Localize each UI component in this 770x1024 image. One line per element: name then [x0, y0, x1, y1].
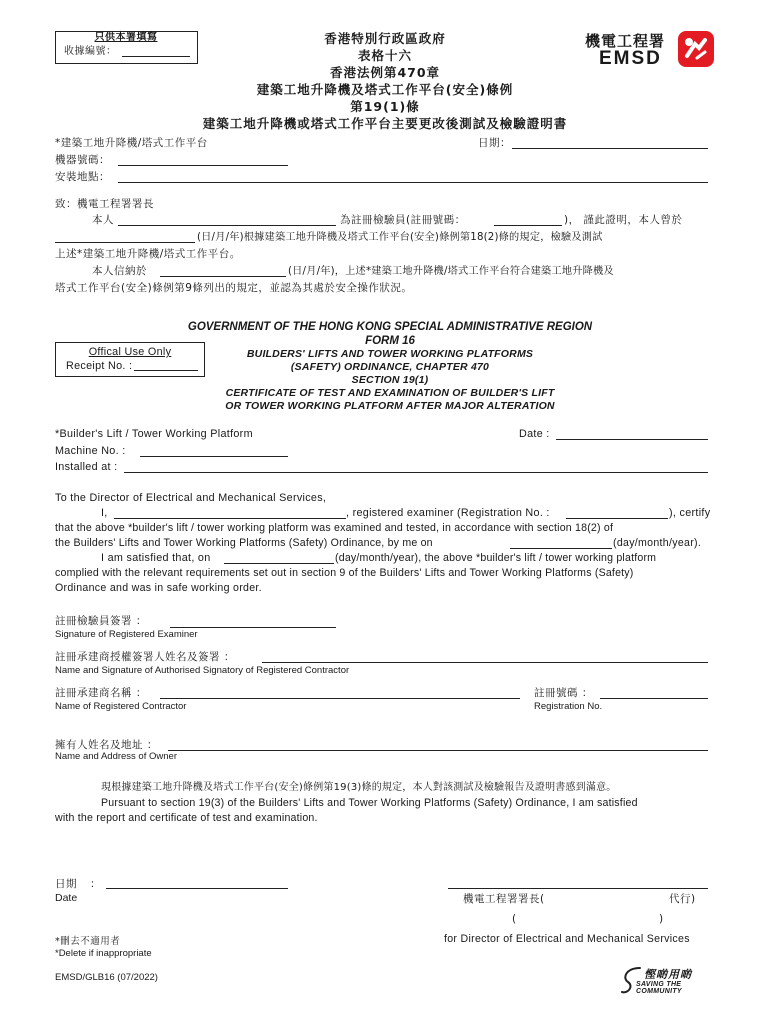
receipt-no-field-cn[interactable]: [122, 56, 190, 57]
cn-p1b: 為註冊檢驗員(註冊號碼：: [340, 214, 466, 226]
slogan-logo: [618, 964, 722, 996]
machine-label-cn: 機器號碼：: [55, 154, 110, 166]
machine-field-cn[interactable]: [118, 165, 288, 166]
header-cn-line6: 建築工地升降機或塔式工作平台主要更改後測試及檢驗證明書: [202, 116, 568, 131]
registration-no-field-cn[interactable]: [494, 225, 562, 226]
official-use-label-en: Offical Use Only: [88, 346, 172, 358]
cn-p2c: 塔式工作平台(安全)條例第9條列出的規定，並認為其處於安全操作狀況。: [55, 282, 413, 294]
installed-field-en[interactable]: [124, 472, 708, 473]
emsd-logo-text-en: EMSD: [599, 48, 662, 69]
cn-p1e: 上述*建築工地升降機/塔式工作平台。: [55, 248, 241, 260]
contractor-registration-no-field[interactable]: [600, 698, 708, 699]
footer-date-label-cn: 日期: [55, 878, 77, 890]
en-p2d: Ordinance and was in safe working order.: [55, 582, 262, 594]
footer-date-label-en: Date: [55, 892, 78, 904]
header-en-line3: BUILDERS' LIFTS AND TOWER WORKING PLATFORMS: [246, 348, 534, 360]
registration-no-label-cn: 註冊號碼 ：: [534, 687, 593, 699]
emsd-logo-text-cn: 機電工程署: [585, 32, 666, 50]
closing-en-line2: with the report and certificate of test and examination.: [55, 812, 318, 824]
registration-no-label-en: Registration No.: [534, 701, 603, 712]
paren-open: (: [512, 913, 517, 925]
examiner-signature-label-cn: 註冊檢驗員簽署 ：: [55, 615, 147, 627]
registration-no-field-en[interactable]: [566, 518, 668, 519]
header-en-line6: CERTIFICATE OF TEST AND EXAMINATION OF BUILDER'S LIFT: [225, 387, 555, 399]
cn-p1d: (日/月/年)根據建築工地升降機及塔式工作平台(安全)條例第18(2)條的規定，檢驗及測試: [197, 232, 603, 243]
examiner-name-field-en[interactable]: [114, 518, 346, 519]
examiner-signature-label-en: Signature of Registered Examiner: [55, 629, 198, 640]
examiner-signature-field[interactable]: [170, 627, 336, 628]
director-signature-field[interactable]: [448, 888, 708, 889]
header-cn: [185, 30, 585, 132]
receipt-no-label-cn: 收據編號：: [64, 46, 117, 57]
director-label-cn: 機電工程署署長(: [463, 893, 545, 905]
contractor-name-label-en: Name of Registered Contractor: [55, 701, 187, 712]
owner-label-en: Name and Address of Owner: [55, 751, 177, 762]
date-field-en[interactable]: [556, 439, 708, 440]
owner-label-cn: 擁有人姓名及地址 ：: [55, 739, 158, 751]
installed-field-cn[interactable]: [118, 182, 708, 183]
en-p1c: ), certify: [669, 507, 711, 519]
slogan-en: SAVING THE COMMUNITY: [636, 981, 682, 995]
signatory-label-cn: 註冊承建商授權簽署人姓名及簽署 ：: [55, 651, 235, 663]
installed-label-cn: 安裝地點：: [55, 171, 110, 183]
slogan-cn: 慳啲用啲: [644, 968, 692, 981]
emsd-logo: [585, 30, 715, 70]
owner-field[interactable]: [168, 750, 708, 751]
closing-cn: 現根據建築工地升降機及塔式工作平台(安全)條例第19(3)條的規定，本人對該測試及檢驗報告及證明書感到滿意。: [101, 782, 617, 793]
director-label-en: for Director of Electrical and Mechanical Services: [444, 933, 690, 945]
exam-date-field-en[interactable]: [510, 548, 612, 549]
en-p1b: , registered examiner (Registration No. :: [346, 507, 550, 519]
cn-p2b: (日/月/年)，上述*建築工地升降機/塔式工作平台符合建築工地升降機及: [288, 266, 614, 277]
header-en-line4: (SAFETY) ORDINANCE, CHAPTER 470: [290, 361, 490, 373]
signatory-label-en: Name and Signature of Authorised Signatory of Registered Contractor: [55, 665, 350, 676]
en-p1f: (day/month/year).: [613, 537, 702, 549]
en-p2b: (day/month/year), the above *builder's lift / tower working platform: [335, 552, 657, 564]
footer-date-field[interactable]: [106, 888, 288, 889]
lift-label-en: *Builder's Lift / Tower Working Platform: [55, 428, 253, 440]
emsd-logo-icon: [677, 30, 715, 68]
header-cn-line1: 香港特別行政區政府: [324, 31, 446, 46]
header-en-line7: OR TOWER WORKING PLATFORM AFTER MAJOR ALTERATION: [225, 400, 555, 412]
exam-date-field-cn[interactable]: [55, 242, 195, 243]
en-p2a: I am satisfied that, on: [101, 552, 211, 564]
lift-label-cn: *建築工地升降機/塔式工作平台: [55, 137, 208, 149]
date-field-cn[interactable]: [512, 148, 708, 149]
en-p1a: I,: [101, 507, 108, 519]
acting-label-cn: 代行): [669, 893, 696, 905]
examiner-name-field-cn[interactable]: [118, 225, 336, 226]
cn-p1a: 本人: [92, 214, 114, 226]
header-cn-line2: 表格十六: [357, 48, 412, 63]
date-label-cn: 日期：: [478, 137, 511, 149]
to-director-cn: 致：機電工程署署長: [55, 198, 154, 210]
header-en-line2: FORM 16: [365, 335, 415, 347]
header-cn-line5: 第19(1)條: [350, 99, 420, 114]
en-p1e: the Builders' Lifts and Tower Working Platforms (Safety) Ordinance, by me on: [55, 537, 433, 549]
footer-date-colon: ：: [90, 878, 101, 890]
header-en-line5: SECTION 19(1): [351, 374, 429, 386]
contractor-name-field[interactable]: [160, 698, 520, 699]
installed-label-en: Installed at :: [55, 461, 118, 473]
delete-note-en: *Delete if inappropriate: [55, 948, 152, 959]
cn-p2a: 本人信納於: [92, 265, 147, 277]
contractor-name-label-cn: 註冊承建商名稱 ：: [55, 687, 147, 699]
machine-field-en[interactable]: [140, 456, 288, 457]
satisfied-date-field-cn[interactable]: [160, 276, 286, 277]
official-use-label-cn: 只供本署填寫: [94, 32, 158, 43]
en-p2c: complied with the relevant requirements set out in section 9 of the Builders' Lifts and Tower Working Platforms (Safety): [55, 567, 634, 579]
to-director-en: To the Director of Electrical and Mechanical Services,: [55, 492, 327, 504]
closing-en-line1: Pursuant to section 19(3) of the Builders' Lifts and Tower Working Platforms (Safety) Ordinance, I am satisfied: [101, 797, 638, 809]
paren-close: ): [659, 913, 664, 925]
receipt-no-field-en[interactable]: [134, 370, 198, 371]
receipt-no-label-en: Receipt No. :: [66, 360, 133, 372]
cn-p1c: )， 謹此證明，本人曾於: [564, 214, 683, 226]
header-cn-line4: 建築工地升降機及塔式工作平台(安全)條例: [256, 82, 514, 97]
delete-note-cn: *刪去不適用者: [55, 936, 121, 947]
machine-label-en: Machine No. :: [55, 445, 126, 457]
form-code: EMSD/GLB16 (07/2022): [55, 972, 158, 983]
header-cn-line3: 香港法例第470章: [329, 65, 441, 80]
en-p1d: that the above *builder's lift / tower working platform was examined and tested, in accordance with section 18(2) of: [55, 522, 614, 534]
satisfied-date-field-en[interactable]: [224, 563, 334, 564]
header-en-line1: GOVERNMENT OF THE HONG KONG SPECIAL ADMINISTRATIVE REGION: [187, 321, 593, 333]
signatory-field[interactable]: [262, 662, 708, 663]
date-label-en: Date :: [519, 428, 550, 440]
